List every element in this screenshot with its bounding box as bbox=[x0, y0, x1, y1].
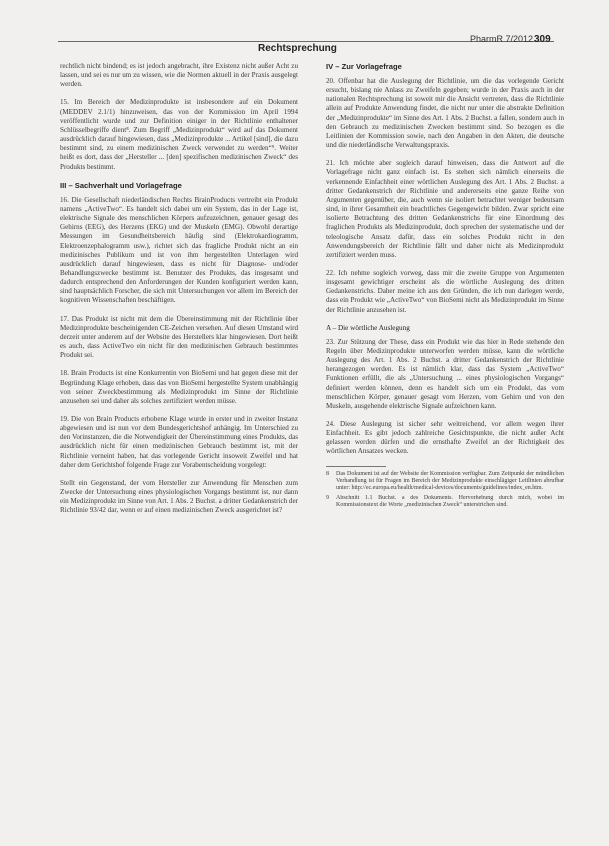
left-column bbox=[60, 62, 298, 525]
paragraph-20: 20. Offenbar hat die Auslegung der Richtlinie, um die das vorlegende Gericht ersucht, bislang nie Anlass zu Zweifeln gegeben; wurde in der Praxis auch in der nationalen Rechtsprechung ist soweit mir die Ansicht vertreten, dass die Richtlinie allein auf Produkte Anwendung findet, die nicht nur unter die abstrakte Definition der „Medizinprodukte“ im Sinne des Art. 1 Abs. 2 Buchst. a fallen, sondern auch in den Gebrauch zu medizinischen Zwecken bestimmt sind. So bezogen es die Leitlinien der Kommission sowie, nach den Angaben in den Akten, die deutsche und die niederländische Verwaltungspraxis. bbox=[326, 77, 564, 150]
paragraph-21: 21. Ich möchte aber sogleich darauf hinweisen, dass die Antwort auf die Vorlagefrage nicht ganz einfach ist. Es stehen sich nämlich einerseits die verkennende Einfachheit einer wörtlichen Auslegung des Art. 1 Abs. 2 Buchst. a dritter Gedankenstrich der Richtlinie und andererseits eine ganze Reihe von Argumenten gegenüber, die, auch wenn sie isoliert betrachtet weniger bedeutsam sind, in ihrer Gesamtheit ein beachtliches Gegengewicht bilden. Zwar spricht eine isolierte Betrachtung des dritten Gedankenstrichs für eine Einordnung des fraglichen Produkts als Medizinprodukt, doch sprechen der systematische und der teleologische Ansatz dafür, dass ein solches Produkt nicht in den Anwendungsbereich der Richtlinie fällt und daher nicht als Medizinprodukt zertifiziert werden muss. bbox=[326, 159, 564, 259]
paragraph-17: 17. Das Produkt ist nicht mit dem die Übereinstimmung mit der Richtlinie über Medizinprodukte bescheinigenden CE-Zeichen versehen. Auf diesen Umstand wird derzeit unter anderem auf der Website des Herstellers klar hingewiesen. Dort heißt es auch, dass ActiveTwo ein nicht für den medizinischen Gebrauch bestimmtes Produkt sei. bbox=[60, 314, 298, 360]
paragraph-15: 15. Im Bereich der Medizinprodukte ist insbesondere auf ein Dokument (MEDDEV 2.1/1) hinzuweisen, das von der Kommission im April 1994 veröffentlicht wurde und zur Definition einiger in der Richtlinie enthaltener Schlüsselbegriffe dient⁸. Zum Begriff „Medizinprodukt“ wird auf das Dokument ausdrücklich darauf hingewiesen, dass „Medizinprodukte ... Artikel [sind], die dazu bestimmt sind, zu einem medizinischen Zweck verwendet zu werden“⁹. Weiter heißt es dort, dass der „Hersteller ... [den] spezifischen medizinischen Zweck“ des Produkts bestimmt. bbox=[60, 98, 298, 171]
section-heading: III – Sachverhalt und Vorlagefrage bbox=[60, 180, 182, 190]
paragraph-22: 22. Ich nehme sogleich vorweg, dass mir die zweite Gruppe von Argumenten insgesamt gewichtiger erscheint als die wörtliche Auslegung des dritten Gedankenstrichs. Daher meine ich aus den Gründen, die ich nun darlegen werde, dass ein Produkt wie „ActiveTwo“ von BioSemi nicht als Medizinprodukt im Sinne der Richtlinie anzusehen ist. bbox=[326, 268, 564, 314]
paragraph-23: 23. Zur Stützung der These, dass ein Produkt wie das hier in Rede stehende den Regeln über Medizinprodukte unterworfen werden müsse, kann die wörtliche Auslegung des Art. 1 Abs. 2 Buchst. a dritter Gedankenstrich der Richtlinie herangezogen werden. Es ist nämlich klar, dass das System „ActiveTwo“ Funktionen erfüllt, die als „Untersuchung ... eines physiologischen Vorgangs“ definiert werden können, denn es handelt sich um ein Produkt, das vom menschlichen Körper, genauer gesagt vom Herzen, vom Gehirn und von den Muskeln, ausgehende elektrische Signale aufzeichnen kann. bbox=[326, 337, 564, 410]
footnote-text: Das Dokument ist auf der Website der Kommission verfügbar. Zum Zeitpunkt der mündlichen Verhandlung ist für Fragen im Bereich der Medizinprodukte einschlägiger Leitlinien abrufbar unter: http://ec.europa.eu/health/medical-devices/documents/guidelines/index_en.htm. bbox=[336, 470, 564, 492]
journal-issue: PharmR 7/2012 bbox=[470, 34, 534, 44]
section-heading: IV – Zur Vorlagefrage bbox=[326, 62, 402, 71]
paragraph-24: 24. Diese Auslegung ist sicher sehr weitreichend, vor allem wegen ihrer Einfachheit. Es gibt jedoch zahlreiche Gesichtspunkte, die nicht außer Acht gelassen werden dürfen und die ernsthafte Zweifel an der Richtigkeit des wörtlichen Ansatzes wecken. bbox=[326, 420, 564, 456]
question-text: Stellt ein Gegenstand, der vom Hersteller zur Anwendung für Menschen zum Zwecke der Untersuchung eines physiologischen Vorgangs bestimmt ist, nur dann ein Medizinprodukt im Sinne von Art. 1 Abs. 2 Buchst. a dritter Gedankenstrich der Richtlinie 93/42 dar, wenn er auf einen medizinischen Zweck ausgerichtet ist? bbox=[60, 478, 298, 515]
footnote-8 bbox=[326, 471, 564, 493]
footnote-text: Abschnitt 1.1 Buchst. a des Dokuments. Hervorhebung durch mich, wobei im Kommissionstext die Worte „medizinischen Zweck“ unterstrichen sind. bbox=[336, 494, 564, 509]
footnote-rule bbox=[326, 466, 386, 467]
subsection-heading: A – Die wörtliche Auslegung bbox=[326, 323, 410, 332]
section-label: Rechtsprechung bbox=[258, 43, 337, 54]
paragraph-16: 16. Die Gesellschaft niederländischen Rechts BrainProducts vertreibt ein Produkt namens „ActiveTwo“. Es handelt sich dabei um ein System, das in der Lage ist, elektrische Signale des menschlichen Körpers aufzuzeichnen, genauer gesagt des Gehirns (EEG), des Herzens (EKG) und der Muskeln (EMG). Obwohl derartige Messungen im Gesundheitsbereich häufig sind (Elektrokardiogramm, Elektroenzephalogramm usw.), richtet sich das fragliche Produkt nicht an ein medizinisches Publikum und ist von ihm hergestellten Unterlagen wird ausdrücklich darauf hingewiesen, dass es nicht für Diagnose- und/oder Behandlungszwecke bestimmt ist. Benutzer des Produkts, das insgesamt und dadurch entsprechend den Anforderungen der Kunden konfiguriert werden kann, sind hauptsächlich Forscher, die sich mit Untersuchungen vor allem im Bereich der kognitiven Wissenschaften beschäftigen. bbox=[60, 195, 298, 305]
footnote-number: 9 bbox=[326, 494, 329, 501]
right-column bbox=[326, 62, 564, 512]
footnote-number: 8 bbox=[326, 470, 329, 477]
footnote-9 bbox=[326, 495, 564, 510]
paragraph: rechtlich nicht bindend; es ist jedoch angebracht, ihre Existenz nicht außer Acht zu lassen, und sei es nur um zu wissen, wie die Normen aktuell in der Praxis ausgelegt werden. bbox=[60, 62, 298, 89]
page-number: 309 bbox=[534, 34, 551, 45]
paragraph-19: 19. Die von Brain Products erhobene Klage wurde in erster und in zweiter Instanz abgewiesen und ist nun vor dem Bundesgerichtshof anhängig. Im Unterschied zu den Vorinstanzen, die die Notwendigkeit der Übereinstimmung eines Produkts, das ausdrücklich nicht für einen medizinischen Gebrauch bestimmt ist, mit der Richtlinie verneint haben, hat das vorlegende Gericht insoweit Zweifel und hat daher dem Gerichtshof folgende Frage zur Vorabentscheidung vorgelegt: bbox=[60, 415, 298, 469]
paragraph-18: 18. Brain Products ist eine Konkurrentin von BioSemi und hat gegen diese mit der Begründung Klage erhoben, dass das von BioSemi hergestellte System unabhängig von seiner Zweckbestimmung als Medizinprodukt im Sinne der Richtlinie anzusehen sei und daher als solches zertifiziert werden müsse. bbox=[60, 369, 298, 405]
